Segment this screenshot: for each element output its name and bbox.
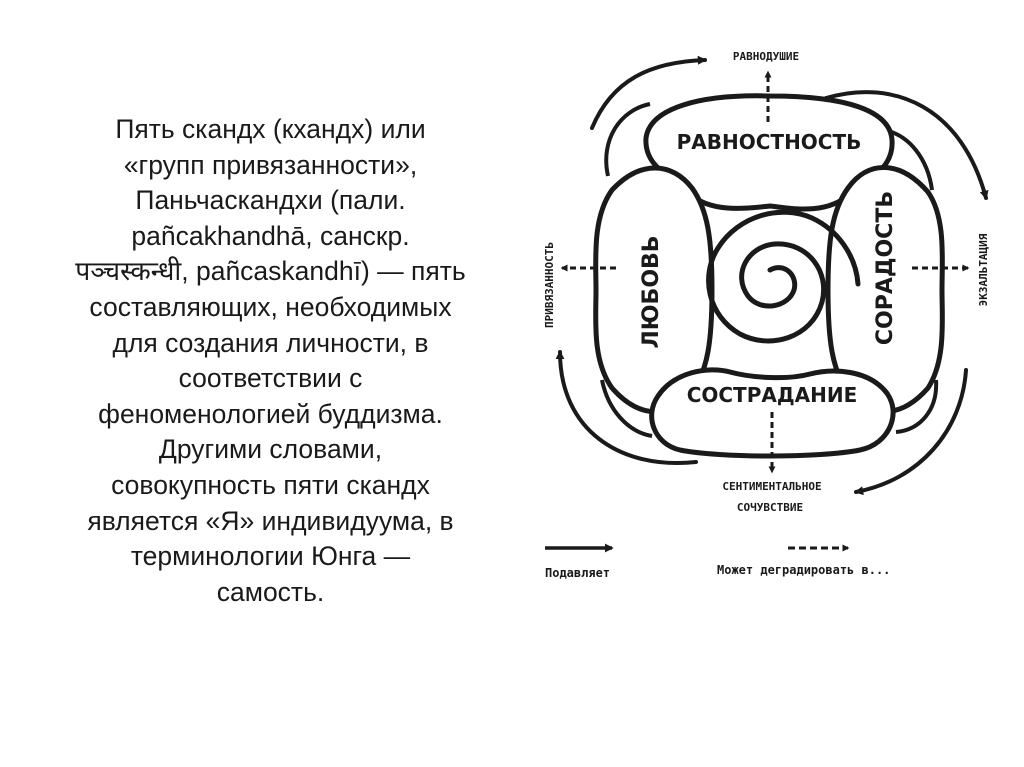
description-line: терминологии Юнга — [130, 541, 411, 572]
description-line: феноменологией буддизма. [98, 398, 443, 429]
description-line: pañcakhandhā, санскр. [131, 220, 410, 251]
petal-label-right: СОРАДОСТЬ [873, 190, 898, 346]
description-line: является «Я» индивидуума, в [87, 505, 454, 536]
description-line: для создания личности, в [112, 327, 429, 358]
degrade-label-right: ЭКЗАЛЬТАЦИЯ [977, 233, 990, 307]
legend-dashed-label: Может деградировать в... [717, 563, 891, 577]
description-line: «групп привязанности», [123, 149, 418, 180]
description-line: соответствии с [178, 363, 363, 394]
degrade-label-bottom-2: СОЧУВСТВИЕ [736, 501, 804, 514]
petal-label-left: ЛЮБОВЬ [639, 235, 664, 349]
petal-label-top: РАВНОСТНОСТЬ [676, 130, 862, 154]
description-line: совокупность пяти скандх [111, 469, 430, 500]
degrade-label-bottom-1: СЕНТИМЕНТАЛЬНОЕ [722, 480, 822, 493]
skandha-diagram [530, 40, 1010, 600]
degrade-label-top: РАВНОДУШИЕ [732, 50, 800, 63]
description-line: पञ्चस्कन्धी, pañcaskandhī) — пять [75, 256, 466, 287]
petal-label-bottom: СОСТРАДАНИЕ [686, 383, 858, 407]
description-text [18, 112, 523, 610]
description-line: составляющих, необходимых [89, 291, 452, 322]
legend-solid-label: Подавляет [545, 566, 611, 580]
legend [545, 548, 890, 580]
degrade-label-left: ПРИВЯЗАННОСТЬ [543, 241, 556, 329]
description-line: Другими словами, [158, 434, 383, 465]
description-line: Пять скандх (кхандх) или [115, 114, 426, 144]
description-line: самость. [216, 576, 325, 607]
description-line: Паньчаскандхи (пали. [135, 185, 406, 216]
